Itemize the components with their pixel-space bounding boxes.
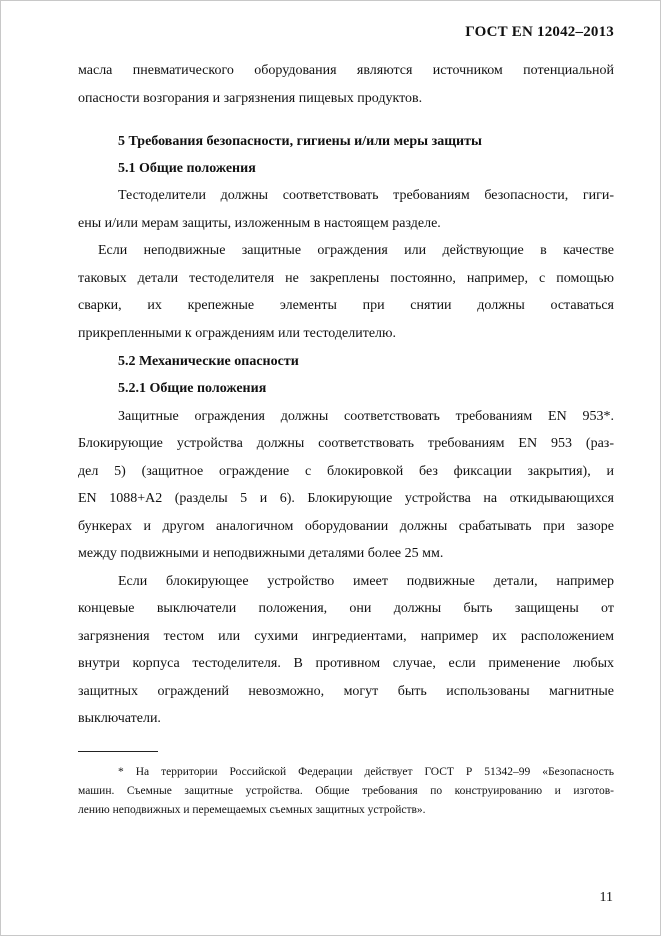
section-heading: 5 Требования безопасности, гигиены и/или меры защиты — [118, 134, 482, 149]
text-line: сварки, их крепежные элементы при снятии должны оставаться — [78, 298, 614, 313]
text-line: загрязнения тестом или сухими ингредиентами, например их расположением — [78, 629, 614, 644]
text-line: концевые выключатели положения, они должны быть защищены от — [78, 601, 614, 616]
text-line: масла пневматического оборудования являются источником потенциальной — [78, 63, 614, 78]
footnote-line: машин. Съемные защитные устройства. Общие требования по конструированию и изготов- — [78, 785, 614, 797]
text-line: прикрепленными к ограждениям или тестоделителю. — [78, 326, 396, 341]
text-line: бункерах и другом аналогичном оборудовании должны срабатывать при зазоре — [78, 519, 614, 534]
subsection-heading: 5.1 Общие положения — [118, 161, 256, 176]
footnote-divider — [78, 751, 158, 752]
subsection-heading: 5.2.1 Общие положения — [118, 381, 267, 396]
subsection-heading: 5.2 Механические опасности — [118, 354, 299, 369]
text-line: EN 1088+A2 (разделы 5 и 6). Блокирующие устройства на откидывающихся — [78, 491, 614, 506]
text-line: внутри корпуса тестоделителя. В противном случае, если применение любых — [78, 656, 614, 671]
text-line: Блокирующие устройства должны соответствовать требованиям EN 953 (раз- — [78, 436, 614, 451]
document-header: ГОСТ EN 12042–2013 — [465, 24, 614, 40]
text-line: ены и/или мерам защиты, изложенным в настоящем разделе. — [78, 216, 441, 231]
text-line: Если блокирующее устройство имеет подвижные детали, например — [118, 574, 614, 589]
text-line: Если неподвижные защитные ограждения или действующие в качестве — [98, 243, 614, 258]
text-line: между подвижными и неподвижными деталями более 25 мм. — [78, 546, 444, 561]
text-line: выключатели. — [78, 711, 161, 726]
text-line: защитных ограждений невозможно, могут быть использованы магнитные — [78, 684, 614, 699]
text-line: Защитные ограждения должны соответствовать требованиям EN 953*. — [118, 409, 614, 424]
footnote-line: лению неподвижных и перемещаемых съемных защитных устройств». — [78, 804, 426, 816]
text-line: таковых детали тестоделителя не закреплены постоянно, например, с помощью — [78, 271, 614, 286]
footnote-line: * На территории Российской Федерации действует ГОСТ Р 51342–99 «Безопасность — [118, 766, 614, 778]
text-line: Тестоделители должны соответствовать требованиям безопасности, гиги- — [118, 188, 614, 203]
text-line: дел 5) (защитное ограждение с блокировкой без фиксации закрытия), и — [78, 464, 614, 479]
text-line: опасности возгорания и загрязнения пищевых продуктов. — [78, 91, 423, 106]
page-number: 11 — [599, 890, 613, 905]
